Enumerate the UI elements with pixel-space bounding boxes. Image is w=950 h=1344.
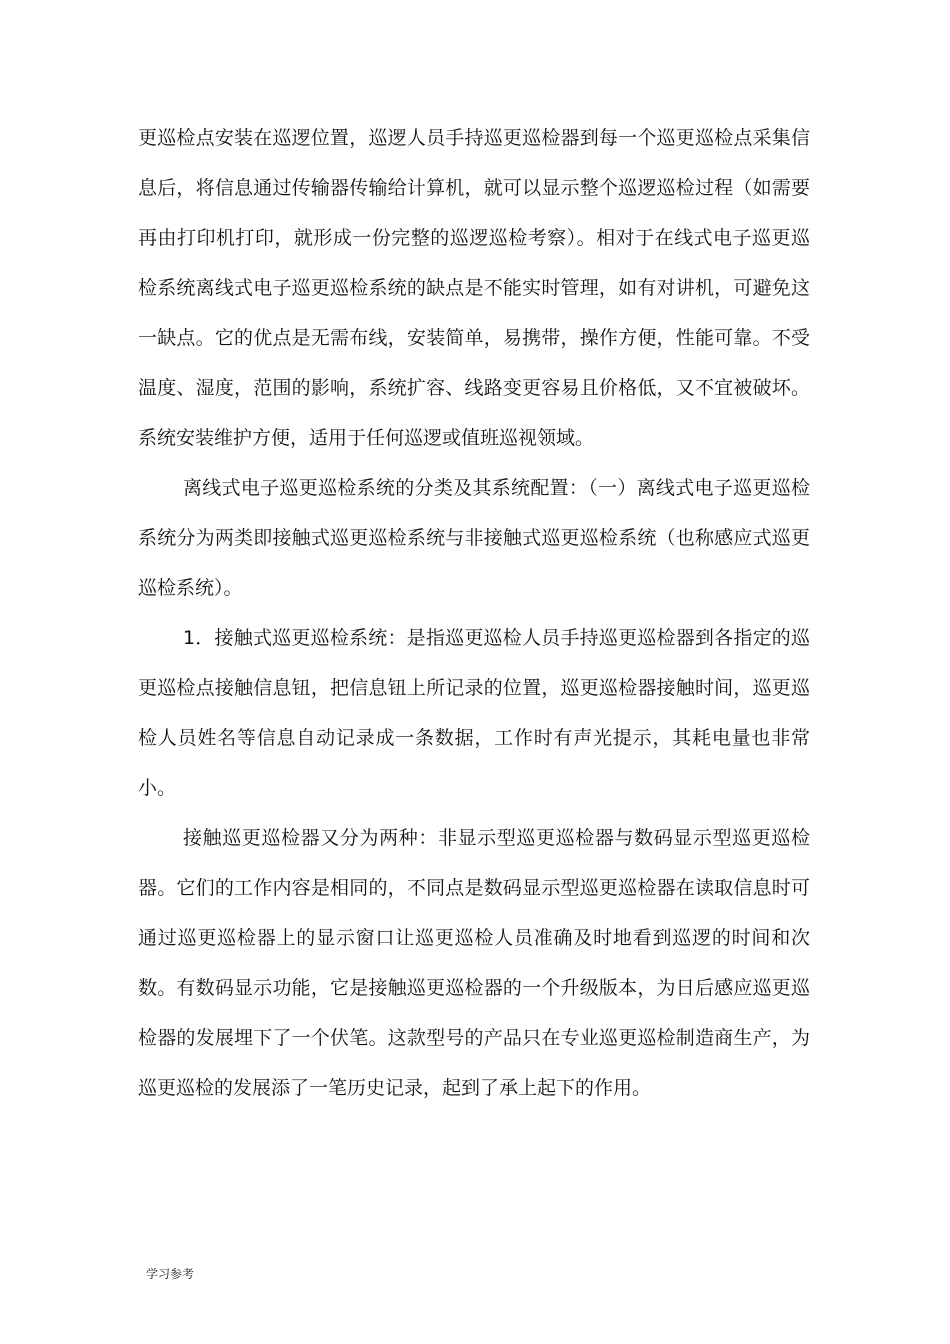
paragraph-3: 1．接触式巡更巡检系统：是指巡更巡检人员手持巡更巡检器到各指定的巡更巡检点接触信息钮，把信息钮上所记录的位置，巡更巡检器接触时间，巡更巡检人员姓名等信息自动记录成一条数据，工作时有声光提示，其耗电量也非常小。 — [138, 627, 810, 799]
paragraph-4: 接触巡更巡检器又分为两种：非显示型巡更巡检器与数码显示型巡更巡检器。它们的工作内容是相同的，不同点是数码显示型巡更巡检器在读取信息时可通过巡更巡检器上的显示窗口让巡更巡检人员准确及时地看到巡逻的时间和次数。有数码显示功能，它是接触巡更巡检器的一个升级版本，为日后感应巡更巡检器的发展埋下了一个伏笔。这款型号的产品只在专业巡更巡检制造商生产，为巡更巡检的发展添了一笔历史记录，起到了承上起下的作用。 — [138, 827, 810, 1099]
page-footer: 学习参考 — [146, 1267, 195, 1281]
paragraph-2: 离线式电子巡更巡检系统的分类及其系统配置：（一）离线式电子巡更巡检系统分为两类即接触式巡更巡检系统与非接触式巡更巡检系统（也称感应式巡更巡检系统）。 — [138, 477, 810, 599]
document-body — [138, 113, 810, 1113]
paragraph-1: 更巡检点安装在巡逻位置，巡逻人员手持巡更巡检器到每一个巡更巡检点采集信息后，将信息通过传输器传输给计算机，就可以显示整个巡逻巡检过程（如需要再由打印机打印，就形成一份完整的巡逻巡检考察）。相对于在线式电子巡更巡检系统离线式电子巡更巡检系统的缺点是不能实时管理，如有对讲机，可避免这一缺点。它的优点是无需布线，安装简单，易携带，操作方便，性能可靠。不受温度、湿度，范围的影响，系统扩容、线路变更容易且价格低，又不宜被破坏。系统安装维护方便，适用于任何巡逻或值班巡视领域。 — [138, 127, 810, 449]
